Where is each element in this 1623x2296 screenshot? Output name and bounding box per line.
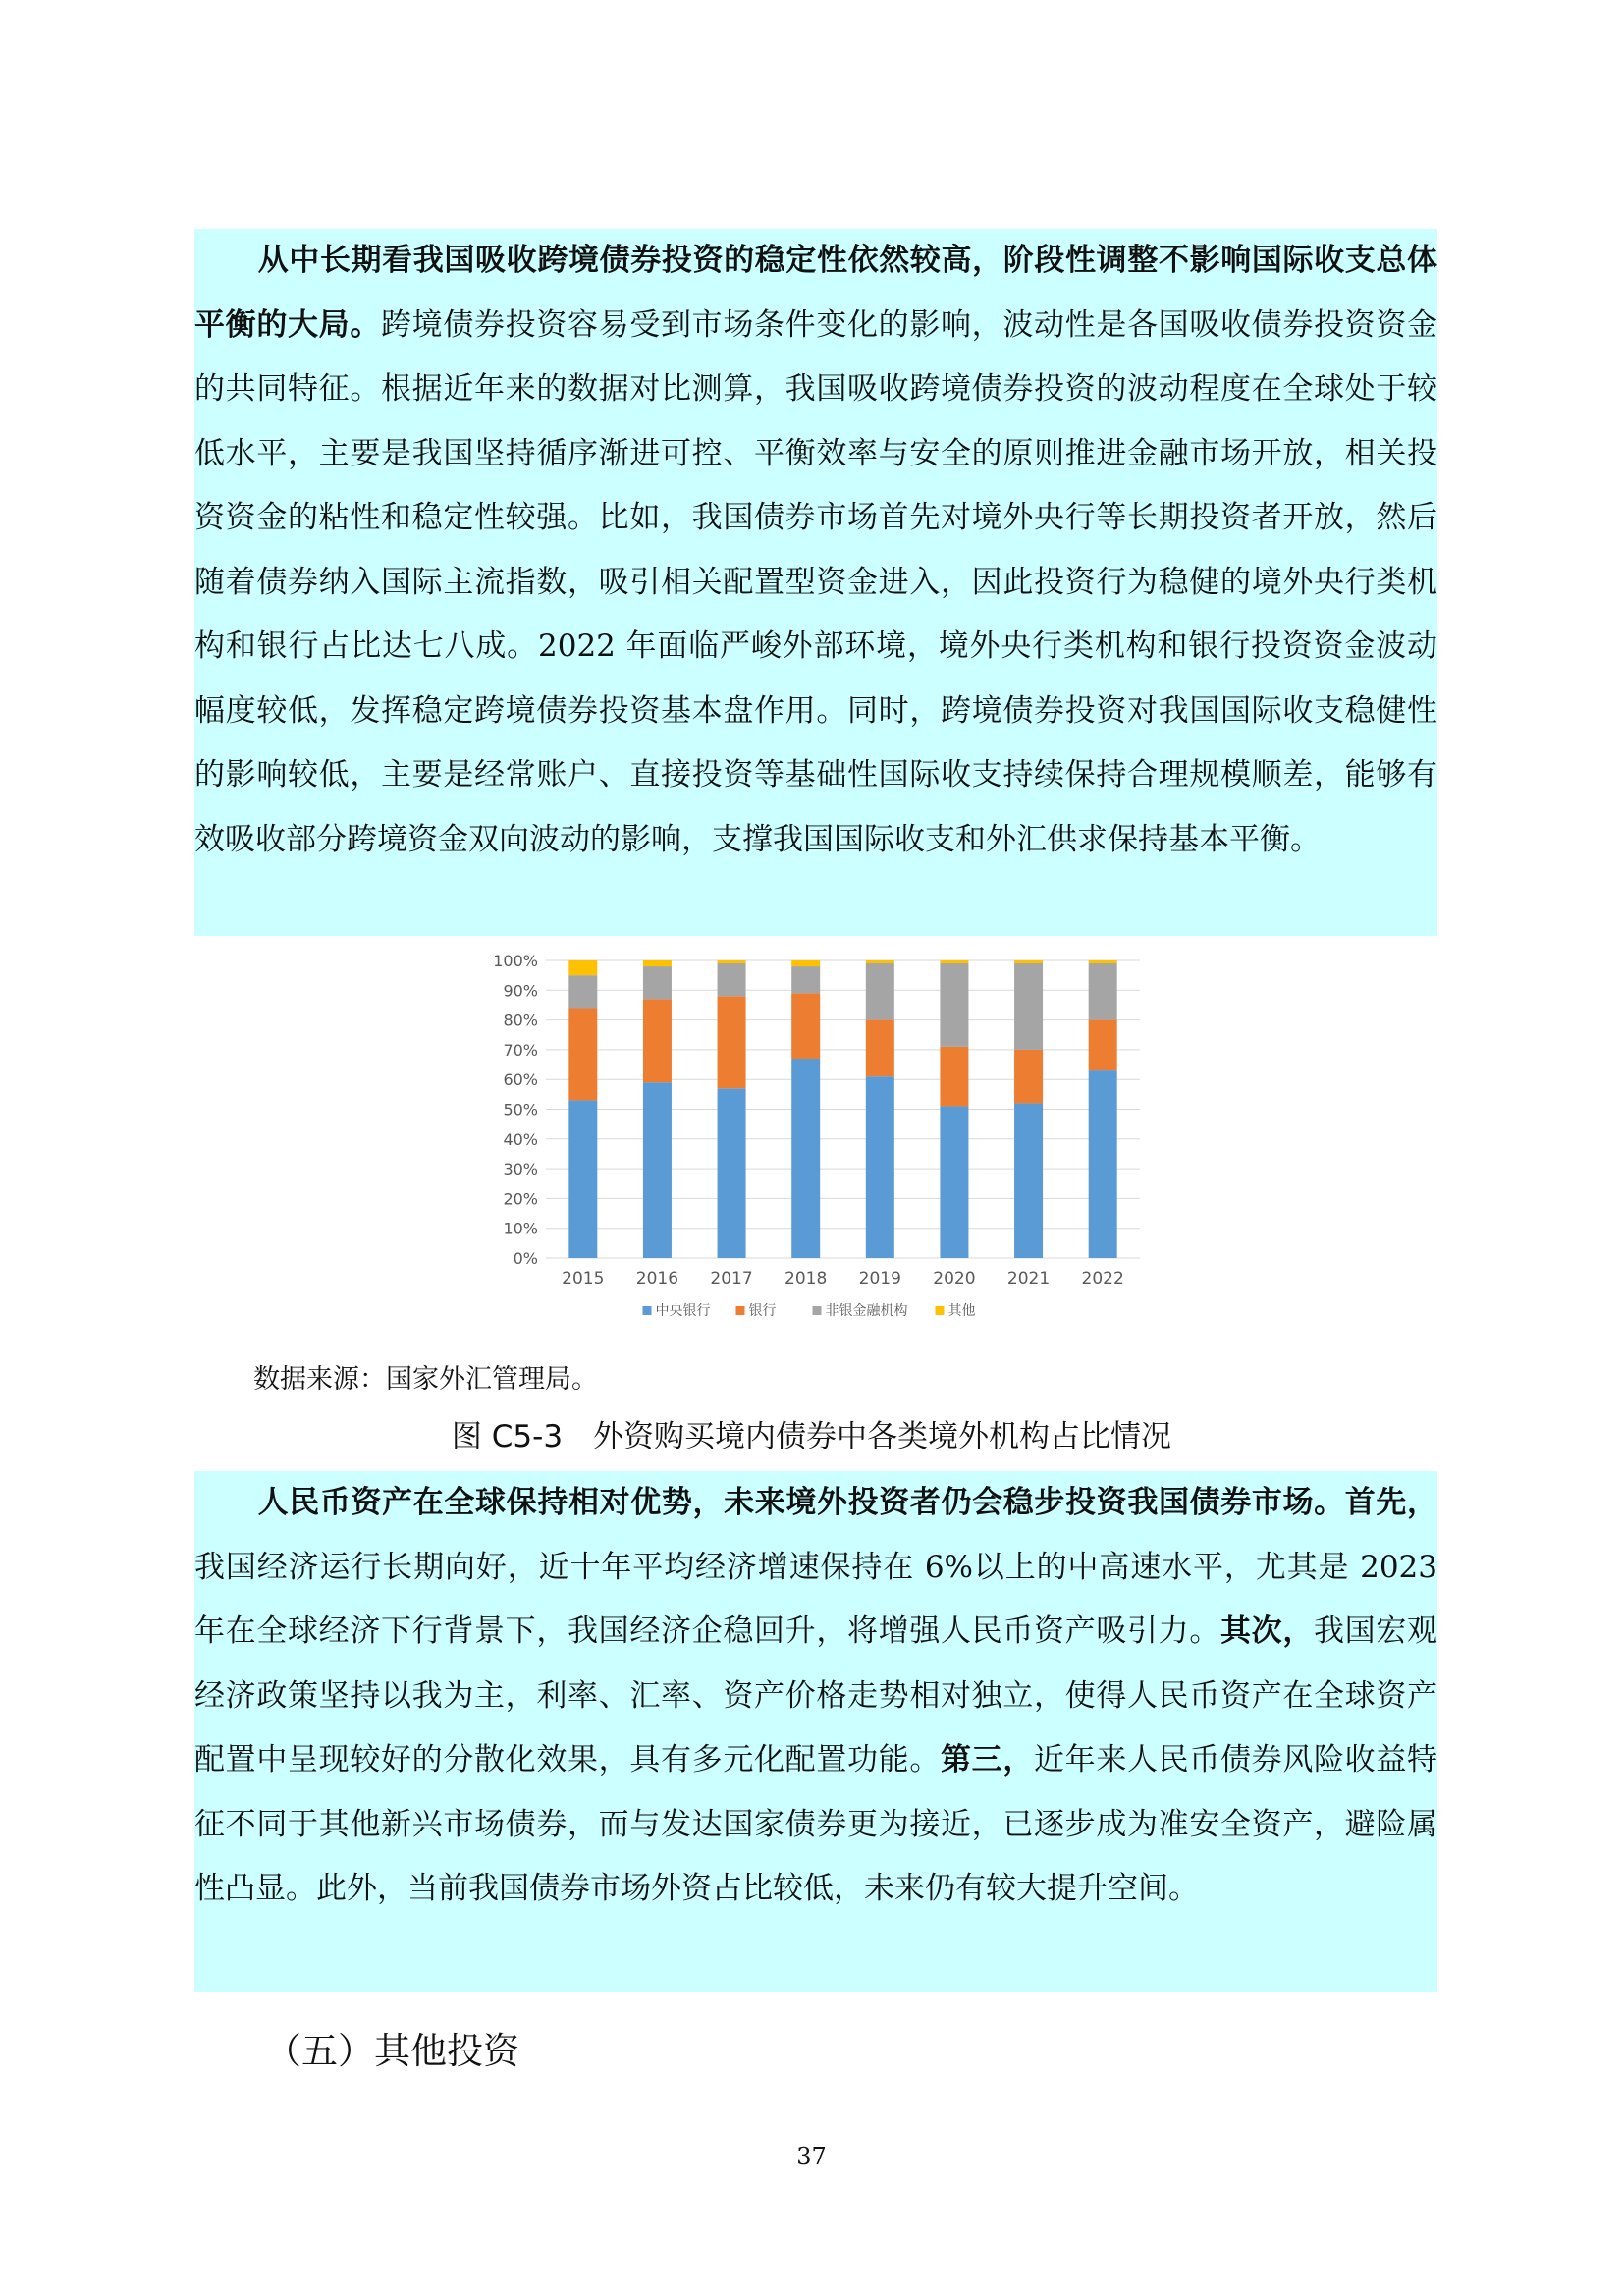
bar-segment	[791, 993, 820, 1059]
y-tick-label: 60%	[503, 1070, 538, 1090]
y-tick-label: 90%	[503, 981, 538, 1001]
bar-segment	[718, 996, 746, 1088]
bar-segment	[643, 999, 672, 1082]
paragraph-1-body: 跨境债券投资容易受到市场条件变化的影响，波动性是各国吸收债券投资资金的共同特征。根据近年来的数据对比测算，我国吸收跨境债券投资的波动程度在全球处于较低水平，主要是我国坚持循序渐进可控、平衡效率与安全的原则推进金融市场开放，相关投资资金的粘性和稳定性较强。比如，我国债券市场首先对境外央行等长期投资者开放，然后随着债券纳入国际主流指数，吸引相关配置型资金进入，因此投资行为稳健的境外央行类机构和银行占比达七八成。2022 年面临严峻外部环境，境外央行类机构和银行投资资金波动幅度较低，发挥稳定跨境债券投资基本盘作用。同时，跨境债券投资对我国国际收支稳健性的影响较低，主要是经常账户、直接投资等基础性国际收支持续保持合理规模顺差，能够有效吸收部分跨境资金双向波动的影响，支撑我国国际收支和外汇供求保持基本平衡。	[194, 306, 1437, 857]
highlighted-paragraph-2	[194, 1471, 1437, 1992]
bar-segment	[866, 1076, 894, 1258]
bar-segment	[718, 963, 746, 996]
y-tick-label: 20%	[503, 1189, 538, 1209]
y-tick-label: 10%	[503, 1219, 538, 1238]
chart-svg	[477, 936, 1155, 1341]
bar-segment	[940, 1047, 968, 1107]
bar-segment	[1014, 960, 1043, 963]
third-label: 第三，	[941, 1742, 1034, 1777]
stacked-bar-chart	[477, 936, 1155, 1341]
bar-segment	[791, 960, 820, 966]
bar-segment	[568, 960, 597, 975]
y-tick-label: 80%	[503, 1011, 538, 1030]
y-tick-label: 100%	[493, 952, 538, 970]
bar-segment	[940, 960, 968, 963]
bar-segment	[1089, 960, 1117, 963]
paragraph-2	[194, 1471, 1437, 1922]
bar-segment	[866, 963, 894, 1020]
legend-label: 银行	[748, 1303, 777, 1319]
paragraph-1	[194, 229, 1437, 872]
second-label: 其次，	[1220, 1613, 1314, 1649]
page-number: 37	[796, 2143, 827, 2170]
bar-segment	[866, 1020, 894, 1077]
x-tick-label: 2017	[710, 1269, 753, 1288]
source-note: 数据来源：国家外汇管理局。	[253, 1364, 598, 1394]
first-label: 首先，	[1344, 1485, 1437, 1520]
x-tick-label: 2021	[1006, 1269, 1051, 1288]
bar-segment	[718, 1088, 746, 1258]
y-tick-label: 40%	[503, 1129, 538, 1149]
legend-label: 其他	[947, 1303, 976, 1319]
x-tick-label: 2020	[933, 1269, 976, 1288]
bar-segment	[568, 975, 597, 1008]
bar-segment	[1014, 963, 1043, 1050]
bar-segment	[1014, 1050, 1043, 1104]
bar-segment	[940, 1106, 968, 1258]
y-tick-label: 0%	[513, 1249, 538, 1268]
bar-segment	[718, 960, 746, 963]
bar-segment	[643, 1082, 672, 1258]
y-tick-label: 70%	[503, 1040, 538, 1060]
second-body: 我国宏观经济政策坚持以我为主，利率、汇率、资产价格走势相对独立，使得人民币资产在全球资产配置中呈现较好的分散化效果，具有多元化配置功能。	[194, 1613, 1437, 1777]
x-tick-label: 2016	[635, 1269, 679, 1288]
legend-swatch	[813, 1306, 822, 1315]
bar-segment	[1089, 1070, 1117, 1258]
bar-segment	[791, 966, 820, 993]
paragraph-2-bold-lead: 人民币资产在全球保持相对优势，未来境外投资者仍会稳步投资我国债券市场。	[257, 1485, 1345, 1520]
x-tick-label: 2019	[858, 1269, 901, 1288]
bar-segment	[643, 960, 672, 966]
paragraph-1-bold-lead: 从中长期看我国吸收跨境债券投资的稳定性依然较高，阶段性调整不影响国际收支总体平衡的大局。	[194, 243, 1437, 343]
figure-caption: 图 C5-3 外资购买境内债券中各类境外机构占比情况	[451, 1419, 1172, 1454]
legend-swatch	[736, 1306, 745, 1315]
bar-segment	[791, 1059, 820, 1258]
x-tick-label: 2018	[784, 1269, 828, 1288]
bar-segment	[568, 1100, 597, 1258]
bar-segment	[1089, 963, 1117, 1020]
bar-segment	[643, 966, 672, 999]
bar-segment	[1014, 1103, 1043, 1258]
legend-swatch	[936, 1306, 945, 1315]
x-tick-label: 2022	[1081, 1269, 1124, 1288]
bar-segment	[940, 963, 968, 1047]
first-body: 我国经济运行长期向好，近十年平均经济增速保持在 6%以上的中高速水平，尤其是 2023 年在全球经济下行背景下，我国经济企稳回升，将增强人民币资产吸引力。	[194, 1549, 1437, 1649]
bar-segment	[866, 960, 894, 963]
section-heading: （五）其他投资	[265, 2030, 519, 2072]
third-body: 近年来人民币债券风险收益特征不同于其他新兴市场债券，而与发达国家债券更为接近，已逐步成为准安全资产，避险属性凸显。此外，当前我国债券市场外资占比较低，未来仍有较大提升空间。	[194, 1742, 1437, 1906]
bar-segment	[568, 1008, 597, 1100]
y-tick-label: 50%	[503, 1100, 538, 1120]
x-tick-label: 2015	[562, 1269, 605, 1288]
highlighted-paragraph-1	[194, 229, 1437, 936]
legend-label: 非银金融机构	[825, 1303, 908, 1319]
legend-swatch	[643, 1306, 652, 1315]
bar-segment	[1089, 1020, 1117, 1071]
y-tick-label: 30%	[503, 1160, 538, 1179]
legend-label: 中央银行	[655, 1303, 711, 1319]
